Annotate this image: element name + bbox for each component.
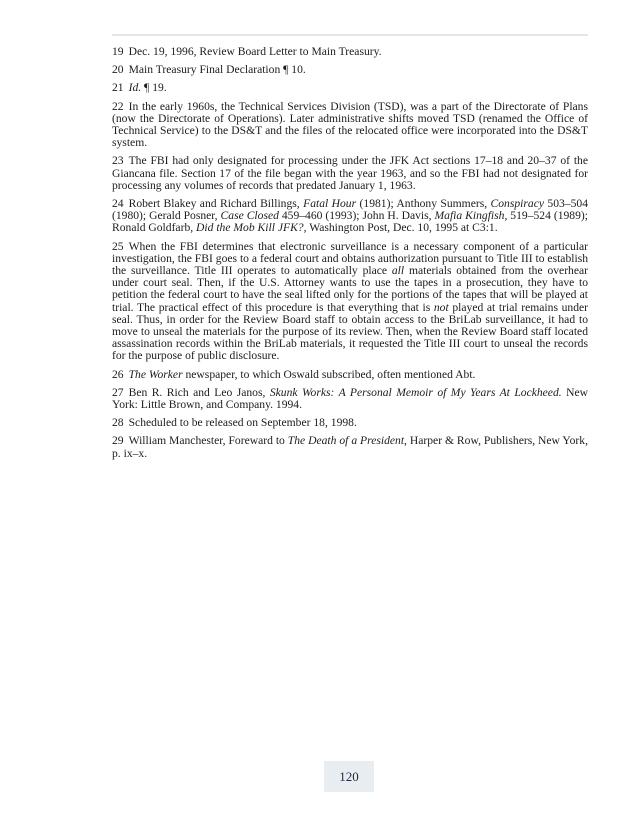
top-rule	[112, 34, 588, 36]
endnote-number: 19	[112, 45, 124, 58]
endnote-text: Main Treasury Final Declaration ¶ 10.	[128, 63, 306, 77]
endnote-24	[112, 198, 588, 235]
endnote-number: 26	[112, 367, 124, 381]
endnote-text: , Harper & Row, Publishers, New York, p. ix–x.	[112, 434, 588, 460]
page-number: 120	[339, 768, 359, 784]
endnote-italic-text: Fatal Hour	[303, 197, 357, 211]
endnote-29	[112, 435, 588, 459]
endnote-italic-text: Did the Mob Kill JFK?	[196, 221, 304, 235]
endnote-text: William Manchester, Foreward to	[128, 434, 288, 448]
endnote-italic-text: Mafia Kingfish	[434, 209, 505, 223]
endnote-21	[112, 82, 588, 94]
endnote-25	[112, 241, 588, 363]
endnote-number: 23	[112, 154, 124, 168]
endnote-text: The FBI had only designated for processing under the JFK Act sections 17–18 and 20–37 of the Giancana file. Section 17 of the file began with the year 1963, and so the FBI had not designated for processing any volumes of records that predated January 1, 1963.	[112, 154, 588, 192]
endnote-italic-text: not	[433, 300, 449, 314]
endnotes-list	[112, 46, 588, 466]
endnote-23	[112, 155, 588, 192]
endnote-italic-text: all	[391, 264, 405, 278]
endnote-19	[112, 46, 588, 58]
endnote-text: ¶ 19.	[141, 81, 167, 95]
endnote-20	[112, 64, 588, 76]
endnote-text: When the FBI determines that electronic surveillance is a necessary component of a particular investigation, the FBI goes to a federal court and obtains authorization pursuant to Title III to establish the surveillance. Title III operates to automatically place	[112, 239, 588, 278]
endnote-text: , Washington Post, Dec. 10, 1995 at C3:1.	[303, 221, 498, 235]
endnote-text: 459–460 (1993); John H. Davis,	[278, 209, 435, 223]
endnote-italic-text: Id.	[128, 81, 142, 95]
endnote-italic-text: The Death of a President	[287, 434, 405, 448]
endnote-text: (1981); Anthony Summers,	[356, 197, 491, 211]
endnote-text: In the early 1960s, the Technical Services Division (TSD), was a part of the Directorate of Plans (now the Directorate of Operations). Later administrative shifts moved TSD (renamed the Office of Technical Service) to the DS&T and the files of the relocated office were incorporated into the DS&T system.	[112, 99, 588, 150]
endnote-italic-text: Case Closed	[220, 209, 279, 223]
endnote-text: newspaper, to which Oswald subscribed, often mentioned Abt.	[182, 367, 476, 381]
endnote-number: 28	[112, 416, 124, 430]
endnote-text: 503–504 (1980); Gerald Posner,	[112, 197, 588, 223]
endnote-text: Robert Blakey and Richard Billings,	[128, 197, 304, 211]
endnote-italic-text: Conspiracy	[490, 197, 544, 211]
endnote-text: New York: Little Brown, and Company. 1994.	[112, 385, 588, 412]
endnote-text: materials obtained from the overhear under court seal. Then, if the U.S. Attorney wants to use the tapes in a prosecution, they have to petition the federal court to have the seal lifted only for the portions of the tapes that will be played at trial. The practical effect of this procedure is that everything that is	[112, 264, 589, 314]
endnote-italic-text: The Worker	[128, 367, 183, 381]
endnote-number: 21	[112, 81, 124, 95]
endnote-22	[112, 101, 588, 150]
endnote-number: 25	[112, 239, 124, 253]
endnote-number: 29	[112, 434, 124, 448]
endnote-number: 20	[112, 63, 124, 77]
endnote-number: 27	[112, 385, 124, 399]
page-number-box	[324, 761, 374, 792]
endnote-text: , 519–524 (1989); Ronald Goldfarb,	[112, 209, 588, 235]
endnote-27	[112, 387, 588, 411]
endnote-26	[112, 369, 588, 381]
endnote-text: Ben R. Rich and Leo Janos,	[128, 385, 270, 399]
endnote-italic-text: Skunk Works: A Personal Memoir of My Years At Lockheed.	[269, 385, 562, 399]
endnote-number: 22	[112, 99, 124, 113]
endnote-text: Scheduled to be released on September 18, 1998.	[128, 416, 357, 430]
endnote-text: played at trial remains under seal. Thus, in order for the Review Board staff to obtain access to the BriLab surveillance, it had to move to unseal the materials for the purpose of its review. Then, when the Review Board staff located assassination records within the BriLab materials, it requested the Title III court to unseal the records for the purpose of public disclosure.	[112, 300, 589, 363]
endnote-text: Dec. 19, 1996, Review Board Letter to Main Treasury.	[128, 45, 382, 58]
endnote-number: 24	[112, 197, 124, 211]
endnote-28	[112, 417, 588, 429]
